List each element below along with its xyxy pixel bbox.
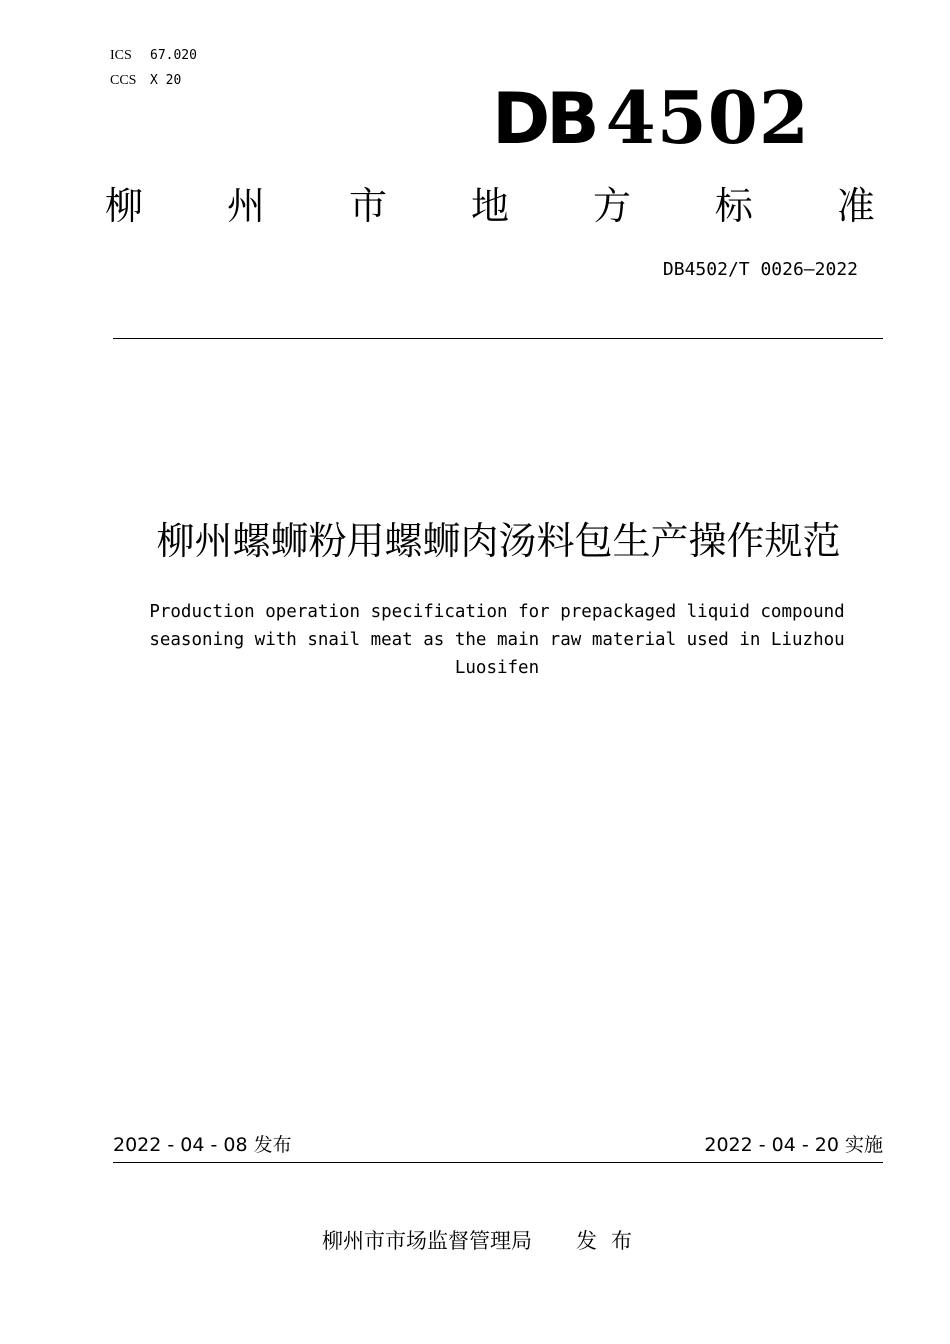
issue-date: 2022 - 04 - 08 发布: [113, 1134, 292, 1156]
ccs-classification: [110, 72, 181, 89]
ics-classification: [110, 47, 197, 64]
standard-code-number: 4502: [605, 75, 810, 160]
implementation-date: 2022 - 04 - 20 实施: [704, 1134, 883, 1156]
issuer-action: 发布: [576, 1229, 646, 1253]
ics-value: 67.020: [150, 48, 197, 63]
title-english-line: seasoning with snail meat as the main raw material used in Liuzhou: [149, 630, 845, 650]
header-divider: [113, 338, 883, 339]
document-title-chinese: 柳州螺蛳粉用螺蛳肉汤料包生产操作规范: [156, 519, 841, 563]
standard-type-char: 地: [470, 184, 509, 228]
issuing-authority: [322, 1226, 646, 1256]
document-title-english: [122, 598, 872, 682]
ccs-label: CCS: [110, 73, 137, 88]
standard-type-char: 方: [592, 184, 631, 228]
standard-type-char: 市: [348, 184, 387, 228]
standard-type-heading: [105, 182, 875, 230]
standard-code-logo: [492, 75, 810, 160]
standard-type-char: 州: [226, 184, 265, 228]
issuer-name: 柳州市市场监督管理局: [322, 1229, 532, 1253]
ccs-value: X 20: [150, 73, 182, 88]
title-english-line: Production operation specification for prepackaged liquid compound: [149, 602, 845, 622]
ics-label: ICS: [110, 48, 132, 63]
footer-divider: [113, 1162, 883, 1163]
standard-number: DB4502/T 0026—2022: [662, 259, 858, 280]
standard-type-char: 柳: [105, 184, 144, 228]
standard-type-char: 准: [836, 184, 875, 228]
standard-code-prefix: DB: [492, 78, 596, 160]
standard-type-char: 标: [714, 184, 753, 228]
title-english-line: Luosifen: [454, 658, 540, 678]
